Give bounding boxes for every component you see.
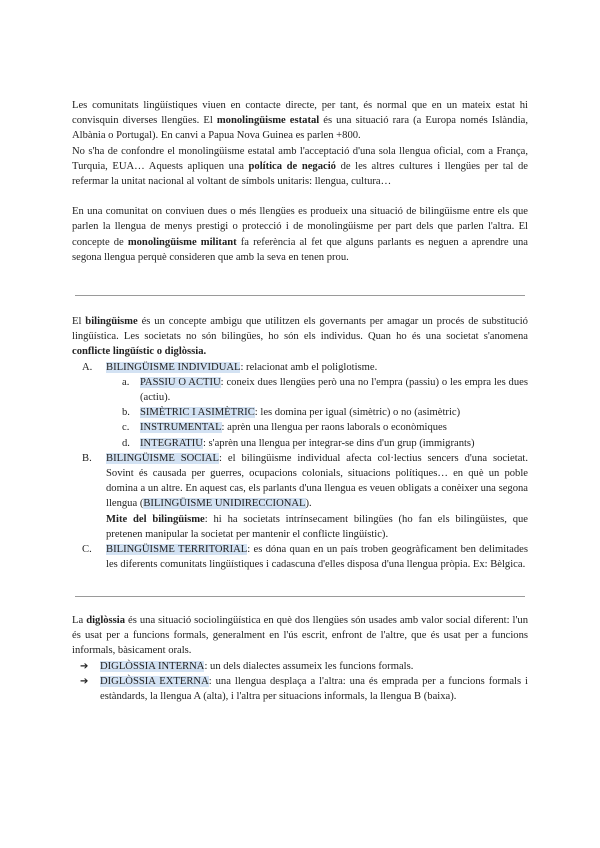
divider bbox=[75, 295, 525, 296]
list-item-diglossia-externa bbox=[80, 674, 528, 704]
term-conflicte-linguistic: conflicte lingüístic o diglòssia. bbox=[72, 346, 207, 358]
mite-bilinguisme bbox=[106, 512, 528, 542]
list-marker: C. bbox=[82, 544, 92, 556]
paragraph-monolinguisme-estatal bbox=[72, 98, 528, 144]
label-bilinguisme-social: BILINGÜISME SOCIAL bbox=[106, 452, 220, 464]
label-diglossia-externa: DIGLÒSSIA EXTERNA bbox=[100, 675, 209, 687]
term-monolinguisme-militant: monolingüisme militant bbox=[127, 236, 237, 248]
list-item-a bbox=[82, 360, 528, 451]
text: de les altres cultures i llengües per tal de refermar la unitat nacional al voltant de símbols unitaris: llengua, cultura… bbox=[72, 160, 528, 188]
text: Les comunitats lingüístiques viuen en contacte directe, per tant, és normal que en un mateix estat hi convisquin diverses llengües. El bbox=[72, 100, 528, 127]
label-integratiu: INTEGRATIU bbox=[140, 437, 203, 449]
text: : el bilingüisme individual afecta col·lectius sencers d'una societat. Sovint és causada per guerres, ocupacions colonials, situacions polítiques… en què un poble domina a un altre. En aquest cas, els parlants d'una llengua es veuen obligats a conèixer una segona llengua ( bbox=[106, 452, 528, 510]
paragraph-monolinguisme-militant bbox=[72, 204, 528, 265]
list-item-diglossia-interna bbox=[80, 659, 528, 674]
list-item-b bbox=[82, 451, 529, 542]
label-simetric-asimetric: SIMÈTRIC I ASIMÈTRIC bbox=[140, 407, 255, 419]
list-marker: B. bbox=[82, 452, 92, 464]
section-diglossia bbox=[72, 613, 528, 704]
arrow-right-icon: ➔ bbox=[80, 660, 89, 672]
list-marker: c. bbox=[122, 422, 130, 434]
text: : coneix dues llengües però una no l'empra (passiu) o les empra les dues (actiu). bbox=[140, 376, 528, 404]
arrow-right-icon: ➔ bbox=[80, 675, 89, 687]
text: : un dels dialectes assumeix les funcions formals. bbox=[204, 660, 414, 672]
label-bilinguisme-territorial: BILINGÜISME TERRITORIAL bbox=[106, 544, 248, 556]
list-marker: d. bbox=[122, 437, 130, 449]
list-marker: b. bbox=[122, 407, 130, 419]
text: : s'aprèn una llengua per integrar-se dins d'un grup (immigrants) bbox=[202, 437, 475, 449]
label-diglossia-interna: DIGLÒSSIA INTERNA bbox=[100, 660, 205, 672]
text: és un concepte ambigu que utilitzen els governants per amagar un procés de substitució lingüística. Les societats no són bilingües, ho són els individus. Quan ho és una societat s'anomena bbox=[72, 316, 528, 343]
term-mite-bilinguisme: Mite del bilingüisme bbox=[106, 513, 205, 525]
label-bilinguisme-unidireccional: BILINGÜISME UNIDIRECCIONAL bbox=[143, 498, 306, 510]
divider bbox=[75, 596, 525, 597]
list-marker: a. bbox=[122, 376, 130, 388]
section-bilinguisme bbox=[72, 314, 528, 572]
diglossia-types-list bbox=[72, 659, 528, 705]
text: No s'ha de confondre el monolingüisme estatal amb l'acceptació d'una sola llengua oficial, com a França, Turquia, EUA… Aquests apliquen una bbox=[72, 145, 528, 172]
list-item-a-b bbox=[122, 405, 528, 420]
list-marker: A. bbox=[82, 361, 93, 373]
bilinguisme-types-list bbox=[72, 360, 528, 573]
text: : aprèn una llengua per raons laborals o econòmiques bbox=[221, 422, 447, 434]
list-item-a-c bbox=[122, 420, 528, 435]
paragraph-politica-negacio bbox=[72, 144, 528, 190]
text: : es dóna quan en un país troben geogràficament ben delimitades les diferents comunitats lingüístiques i cadascuna d'elles disposa d'una llengua pròpia. Ex: Bèlgica. bbox=[106, 544, 529, 571]
label-passiu-actiu: PASSIU O ACTIU bbox=[140, 376, 221, 388]
text: : hi ha societats intrínsecament bilingües (ho fan els bilingüistes, que pretenen manipular la societat per mantenir el conflicte lingüístic). bbox=[106, 513, 529, 540]
text: El bbox=[72, 316, 86, 327]
text: : les domina per igual (simètric) o no (asimètric) bbox=[254, 407, 461, 419]
text: : una llengua desplaça a l'altra: una és emprada per a funcions formals i estàndards, la llengua A (alta), i l'altra per situacions informals, la llengua B (baixa). bbox=[100, 675, 528, 703]
section-monolinguisme bbox=[72, 98, 528, 265]
text: és una situació sociolingüística en què dos llengües són usades amb valor social diferent: l'un és usat per a funcions formals, generalment en l'ús escrit, enfront de l'altre, que és usat per a funcions informals, bàsicament orals. bbox=[72, 615, 528, 657]
text: ). bbox=[305, 498, 312, 510]
term-diglossia: diglòssia bbox=[86, 615, 126, 626]
term-bilinguisme: bilingüisme bbox=[85, 316, 138, 327]
list-item-a-a bbox=[122, 375, 528, 405]
individual-subtypes-list bbox=[106, 375, 528, 451]
term-politica-negacio: política de negació bbox=[248, 160, 336, 172]
paragraph-diglossia bbox=[72, 613, 528, 659]
text: : relacionat amb el poliglotisme. bbox=[240, 361, 378, 373]
list-item-c bbox=[82, 542, 529, 572]
term-monolinguisme-estatal: monolingüisme estatal bbox=[216, 115, 320, 127]
text: fa referència al fet que alguns parlants es neguen a aprendre una segona llengua perquè consideren que amb la seva en tenen prou. bbox=[72, 236, 528, 263]
text: En una comunitat on conviuen dues o més llengües es produeix una situació de bilingüisme entre els que parlen la llengua de menys prestigi o protecció i de monolingüisme per part dels que parlen l'altra. El concepte de bbox=[72, 206, 528, 248]
text: és una situació rara (a Europa només Islàndia, Albània o Portugal). En canvi a Papua Nova Guinea es parlen +800. bbox=[72, 115, 528, 142]
label-instrumental: INSTRUMENTAL bbox=[140, 422, 222, 434]
text: La bbox=[72, 615, 87, 626]
label-bilinguisme-individual: BILINGÜISME INDIVIDUAL bbox=[106, 361, 241, 373]
list-item-a-d bbox=[122, 436, 528, 451]
paragraph-bilinguisme bbox=[72, 314, 528, 360]
